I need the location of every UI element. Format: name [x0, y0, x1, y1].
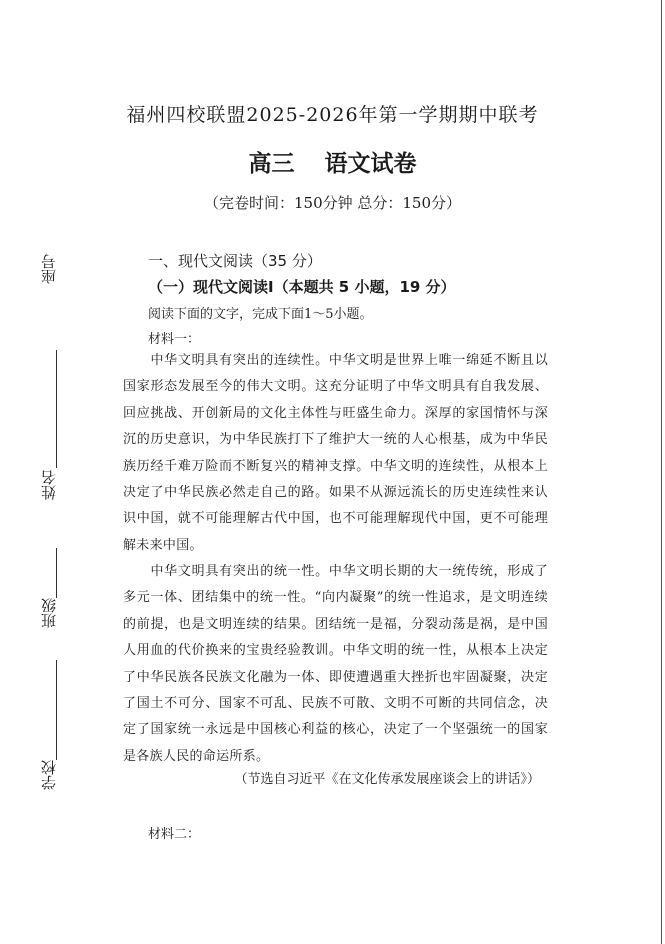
subject-title: 高三 语文试卷	[248, 151, 417, 177]
reading-instruction: 阅读下面的文字，完成下面1～5小题。	[148, 307, 373, 322]
section-heading: 一、现代文阅读（35 分）	[148, 252, 322, 270]
seat-label: 座号	[40, 254, 58, 284]
page-right-border	[661, 0, 662, 944]
paragraph-2	[123, 559, 548, 770]
paragraph-1	[123, 348, 548, 559]
subsection-heading: （一）现代文阅读Ⅰ（本题共 5 小题，19 分）	[148, 278, 456, 296]
source-citation: （节选自习近平《在文化传承发展座谈会上的讲话》）	[234, 772, 540, 787]
class-fill-line	[56, 548, 57, 598]
school-label: 学校	[40, 760, 58, 790]
exam-info: （完卷时间：150分钟 总分：150分）	[203, 194, 462, 212]
material-2-label: 材料二：	[148, 827, 201, 842]
name-fill-line	[56, 350, 57, 468]
material-1-label: 材料一：	[148, 332, 201, 347]
paragraph-1-text: 中华文明具有突出的连续性。中华文明是世界上唯一绵延不断且以国家形态发展至今的伟大文明。这充分证明了中华文明具有自我发展、回应挑战、开创新局的文化主体性与旺盛生命力。深厚的家国情怀与深沉的历史意识，为中华民族打下了维护大一统的人心根基，成为中华民族历经千难万险而不断复兴的精神支撑。中华文明的连续性，从根本上决定了中华民族必然走自己的路。如果不从源远流长的历史连续性来认识中国，就不可能理解古代中国，也不可能理解现代中国，更不可能理解未来中国。	[123, 353, 548, 553]
name-label: 姓名	[40, 470, 58, 500]
school-fill-line	[56, 660, 57, 760]
exam-title: 福州四校联盟2025-2026年第一学期期中联考	[126, 104, 539, 126]
class-label: 班级	[40, 598, 58, 628]
paragraph-2-text: 中华文明具有突出的统一性。中华文明长期的大一统传统，形成了多元一体、团结集中的统一性。“向内凝聚”的统一性追求，是文明连续的前提，也是文明连续的结果。团结统一是福，分裂动荡是祸，是中国人用血的代价换来的宝贵经验教训。中华文明的统一性，从根本上决定了中华民族各民族文化融为一体、即使遭遇重大挫折也牢固凝聚，决定了国土不可分、国家不可乱、民族不可散、文明不可断的共同信念，决定了国家统一永远是中国核心利益的核心，决定了一个坚强统一的国家是各族人民的命运所系。	[123, 564, 548, 764]
